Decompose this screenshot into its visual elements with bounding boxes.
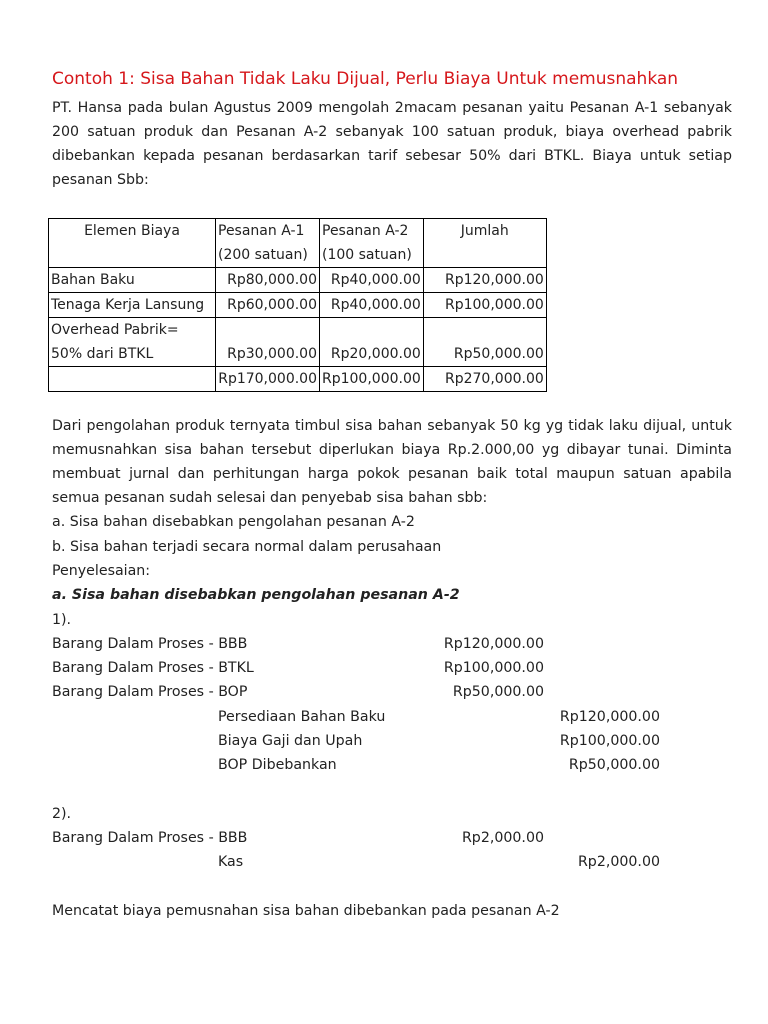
solution-label: Penyelesaian: [52, 563, 151, 579]
option-a: a. Sisa bahan disebabkan pengolahan pesanan A-2 [52, 514, 415, 530]
cost-table [48, 218, 547, 392]
table-row [49, 268, 547, 293]
table-header-row [49, 219, 547, 268]
journal-1-debit-account: Barang Dalam Proses - BOP [52, 684, 248, 700]
header-elemen-biaya: Elemen Biaya [49, 219, 216, 268]
journal-1-credit-amount: Rp100,000.00 [559, 733, 660, 749]
journal-1-debit-amount: Rp120,000.00 [443, 636, 544, 652]
header-pesanan-a1: Pesanan A-1 (200 satuan) [216, 219, 320, 268]
problem-paragraph: Dari pengolahan produk ternyata timbul sisa bahan sebanyak 50 kg yg tidak laku dijual, untuk memusnahkan sisa bahan tersebut diperlukan biaya Rp.2.000,00 yg dibayar tunai. Diminta membuat jurnal dan perhitungan harga pokok pesanan baik total maupun satuan apabila semua pesanan sudah selesai dan penyebab sisa bahan sbb: [52, 418, 732, 506]
journal-2-credit-amount: Rp2,000.00 [577, 854, 660, 870]
journal-1-credit-amount: Rp120,000.00 [559, 709, 660, 725]
table-row [49, 293, 547, 318]
journal-1-credit-account: Persediaan Bahan Baku [218, 709, 386, 725]
footer-note: Mencatat biaya pemusnahan sisa bahan dibebankan pada pesanan A-2 [52, 903, 560, 919]
page-title: Contoh 1: Sisa Bahan Tidak Laku Dijual, Perlu Biaya Untuk memusnahkan [52, 69, 679, 89]
journal-1-debit-amount: Rp50,000.00 [452, 684, 544, 700]
journal-1-number: 1). [52, 612, 72, 628]
journal-1-debit-amount: Rp100,000.00 [443, 660, 544, 676]
cell-a2: Rp40,000.00 [320, 293, 424, 318]
journal-1-credit-account: Biaya Gaji dan Upah [218, 733, 363, 749]
option-b: b. Sisa bahan terjadi secara normal dalam perusahaan [52, 539, 442, 555]
section-a-heading: a. Sisa bahan disebabkan pengolahan pesanan A-2 [52, 587, 460, 603]
header-jumlah: Jumlah [423, 219, 546, 268]
row-label [49, 367, 216, 392]
table-total-row [49, 367, 547, 392]
cell-total: Rp120,000.00 [423, 268, 546, 293]
cell-a1: Rp60,000.00 [216, 293, 320, 318]
table-row [49, 318, 547, 367]
cell-a1: Rp170,000.00 [216, 367, 320, 392]
journal-1-credit-account: BOP Dibebankan [218, 757, 337, 773]
header-pesanan-a2: Pesanan A-2 (100 satuan) [320, 219, 424, 268]
journal-1-credit-amount: Rp50,000.00 [568, 757, 660, 773]
cell-total: Rp50,000.00 [423, 318, 546, 367]
journal-2-credit-account: Kas [218, 854, 244, 870]
cell-a2: Rp100,000.00 [320, 367, 424, 392]
cell-a2: Rp20,000.00 [320, 318, 424, 367]
cell-total: Rp270,000.00 [423, 367, 546, 392]
journal-2-debit-account: Barang Dalam Proses - BBB [52, 830, 248, 846]
cell-a1: Rp80,000.00 [216, 268, 320, 293]
journal-1-debit-account: Barang Dalam Proses - BBB [52, 636, 248, 652]
journal-1-debit-account: Barang Dalam Proses - BTKL [52, 660, 254, 676]
cell-total: Rp100,000.00 [423, 293, 546, 318]
journal-2-debit-amount: Rp2,000.00 [461, 830, 544, 846]
journal-2-number: 2). [52, 806, 72, 822]
row-label: Overhead Pabrik= 50% dari BTKL [49, 318, 216, 367]
row-label: Tenaga Kerja Lansung [49, 293, 216, 318]
row-label: Bahan Baku [49, 268, 216, 293]
intro-paragraph: PT. Hansa pada bulan Agustus 2009 mengolah 2macam pesanan yaitu Pesanan A-1 sebanyak 200 satuan produk dan Pesanan A-2 sebanyak 100 satuan produk, biaya overhead pabrik dibebankan kepada pesanan berdasarkan tarif sebesar 50% dari BTKL. Biaya untuk setiap pesanan Sbb: [52, 100, 732, 188]
cell-a2: Rp40,000.00 [320, 268, 424, 293]
cell-a1: Rp30,000.00 [216, 318, 320, 367]
